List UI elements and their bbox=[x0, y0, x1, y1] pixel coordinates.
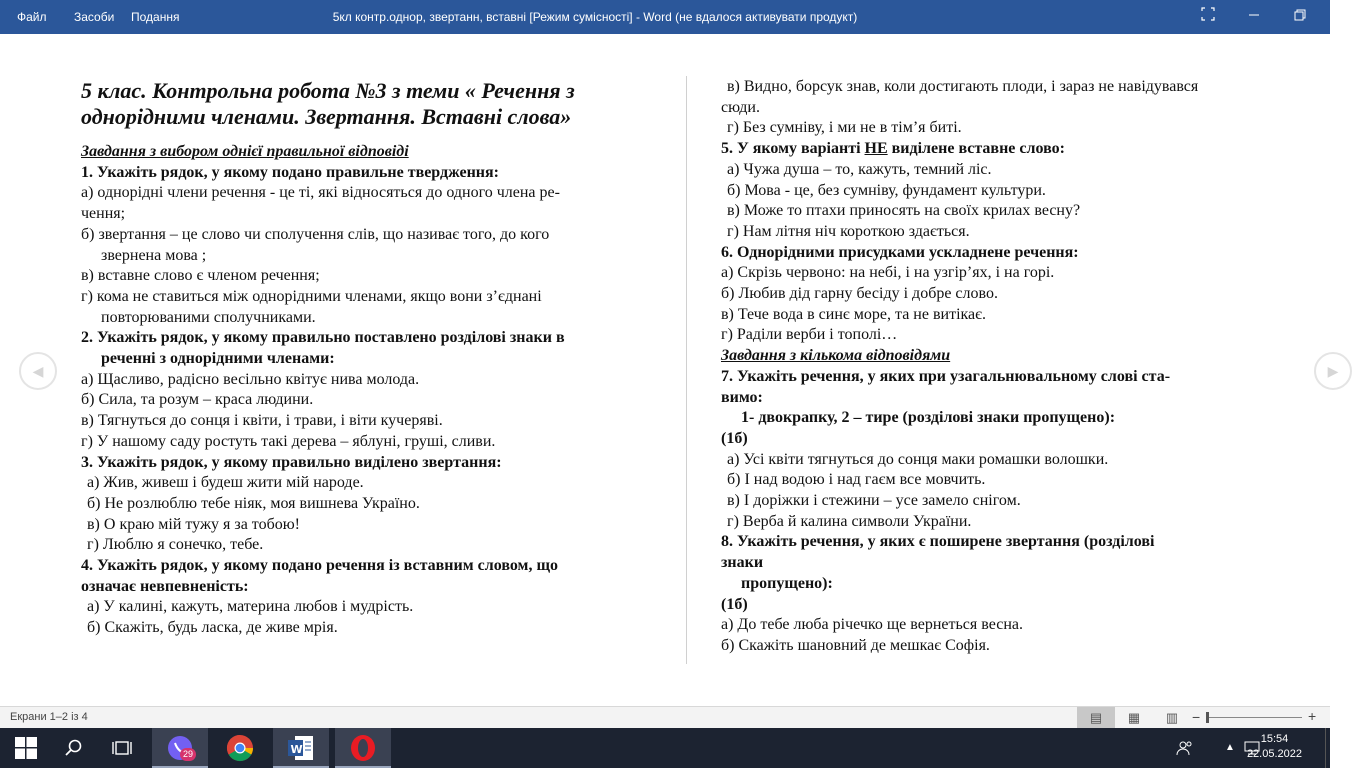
left-column bbox=[81, 78, 656, 639]
question-line: 4. Укажіть рядок, у якому подано речення із вставним словом, що bbox=[81, 557, 558, 575]
answer-line: б) Сила, та розум – краса людини. bbox=[81, 391, 314, 409]
question-line: 1. Укажіть рядок, у якому подано правильне твердження: bbox=[81, 163, 499, 181]
focus-mode-icon[interactable] bbox=[1196, 6, 1220, 26]
answer-line: б) звертання – це слово чи сполучення слів, що називає того, до кого bbox=[81, 225, 550, 243]
answer-line: сюди. bbox=[721, 98, 760, 116]
answer-line: в) Видно, борсук знав, коли достигають плоди, і зараз не навідувався bbox=[727, 78, 1199, 95]
zoom-slider-thumb[interactable] bbox=[1206, 712, 1209, 723]
question-line: 2. Укажіть рядок, у якому правильно поставлено розділові знаки в bbox=[81, 329, 565, 347]
answer-line: г) Люблю я сонечко, тебе. bbox=[87, 536, 264, 554]
print-layout-icon[interactable]: ▦ bbox=[1127, 710, 1141, 725]
question-line: знаки bbox=[721, 554, 764, 572]
answer-line: чення; bbox=[81, 205, 126, 223]
question-line bbox=[721, 139, 1296, 160]
page-counter: Екрани 1–2 із 4 bbox=[10, 711, 88, 723]
status-bar bbox=[0, 706, 1330, 729]
show-desktop-button[interactable] bbox=[1325, 728, 1330, 768]
people-icon[interactable] bbox=[1170, 728, 1200, 768]
section-heading: Завдання з вибором однієї правильної відповіді bbox=[81, 143, 409, 160]
answer-line: в) О краю мій тужу я за тобою! bbox=[87, 515, 301, 533]
chrome-icon[interactable] bbox=[216, 728, 264, 768]
answer-line: а) До тебе люба річечко ще вернеться весна. bbox=[721, 616, 1023, 634]
viber-unread-badge: 29 bbox=[180, 748, 196, 761]
windows-start-icon[interactable] bbox=[2, 728, 50, 768]
answer-line: г) У нашому саду ростуть такі дерева – яблуні, груші, сливи. bbox=[81, 432, 496, 450]
answer-line: б) І над водою і над гаєм все мовчить. bbox=[727, 471, 986, 489]
question-line: означає невпевненість: bbox=[81, 577, 249, 595]
answer-line: г) Раділи верби і тополі… bbox=[721, 326, 898, 344]
question-line: (1б) bbox=[721, 429, 748, 447]
section-heading: Завдання з кількома відповідями bbox=[721, 347, 951, 365]
word-icon[interactable] bbox=[273, 728, 329, 768]
question-line: пропущено): bbox=[741, 574, 833, 592]
clock-time: 15:54 bbox=[1260, 733, 1289, 745]
zoom-in-icon[interactable]: + bbox=[1308, 708, 1317, 724]
spacer bbox=[81, 130, 656, 142]
answer-line: г) Без сумніву, і ми не в тім’я биті. bbox=[727, 119, 962, 137]
answer-line: а) У калині, кажуть, материна любов і мудрість. bbox=[87, 598, 414, 616]
answer-line: в) І доріжки і стежини – усе замело снігом. bbox=[727, 492, 1021, 510]
question-line: 6. Однорідними присудками ускладнене речення: bbox=[721, 243, 1079, 261]
answer-line: б) Не розлюблю тебе ніяк, моя вишнева Україно. bbox=[87, 494, 420, 512]
taskbar bbox=[0, 728, 1330, 768]
answer-line: г) Нам літня ніч короткою здається. bbox=[727, 222, 970, 240]
next-screen-icon[interactable]: ▶ bbox=[1314, 352, 1352, 390]
question-line: 1- двокрапку, 2 – тире (розділові знаки пропущено): bbox=[741, 409, 1116, 427]
answer-line: а) Усі квіти тягнуться до сонця маки ромашки волошки. bbox=[727, 450, 1109, 468]
answer-line: в) Тягнуться до сонця і квіти, і трави, і віти кучеряві. bbox=[81, 412, 443, 430]
menu-file[interactable]: Файл bbox=[17, 10, 47, 24]
window-title: 5кл контр.однор, звертанн, вставні [Режим сумісності] - Word (не вдалося активувати продукт) bbox=[332, 10, 858, 24]
q5-emphasis: НЕ bbox=[864, 140, 888, 158]
answer-line: в) вставне слово є членом речення; bbox=[81, 267, 320, 285]
answer-line: б) Любив дід гарну бесіду і добре слово. bbox=[721, 285, 998, 303]
answer-line: г) Верба й калина символи України. bbox=[727, 512, 972, 530]
minimize-icon[interactable] bbox=[1242, 6, 1266, 26]
page-divider bbox=[686, 76, 687, 664]
answer-line: а) Чужа душа – то, кажуть, темний ліс. bbox=[727, 160, 992, 178]
menu-tools[interactable]: Засоби bbox=[74, 10, 115, 24]
read-mode-icon[interactable]: ▤ bbox=[1077, 707, 1115, 729]
restore-icon[interactable] bbox=[1288, 6, 1312, 26]
answer-line: б) Скажіть шановний де мешкає Софія. bbox=[721, 636, 990, 654]
answer-line: б) Мова - це, без сумніву, фундамент культури. bbox=[727, 181, 1046, 199]
question-line: (1б) bbox=[721, 595, 748, 613]
opera-icon[interactable] bbox=[335, 728, 391, 768]
zoom-slider[interactable] bbox=[1206, 717, 1302, 718]
previous-screen-icon[interactable]: ◀ bbox=[19, 352, 57, 390]
answer-line: звернена мова ; bbox=[101, 246, 207, 264]
answer-line: г) кома не ставиться між однорідними членами, якщо вони з’єднані bbox=[81, 287, 542, 305]
question-line: 8. Укажіть речення, у яких є поширене звертання (розділові bbox=[721, 533, 1155, 551]
answer-line: повторюваними сполучниками. bbox=[101, 308, 316, 326]
answer-line: в) Тече вода в синє море, та не витікає. bbox=[721, 305, 987, 323]
q5-suffix: виділене вставне слово: bbox=[887, 140, 1065, 158]
document-view[interactable] bbox=[0, 34, 1339, 706]
web-layout-icon[interactable]: ▥ bbox=[1165, 710, 1179, 725]
clock-date: 22.05.2022 bbox=[1246, 748, 1302, 760]
viber-icon[interactable] bbox=[152, 728, 208, 768]
answer-line: а) однорідні члени речення - це ті, які відносяться до одного члена ре- bbox=[81, 184, 560, 202]
show-hidden-icons-icon[interactable]: ▲ bbox=[1225, 742, 1235, 753]
answer-line: в) Може то птахи приносять на своїх крилах весну? bbox=[727, 202, 1081, 220]
document-title: 5 клас. Контрольна робота №3 з теми « Речення з однорідними членами. Звертання. Вставні слова» bbox=[81, 78, 575, 129]
menu-view[interactable]: Подання bbox=[131, 10, 180, 24]
answer-line: б) Скажіть, будь ласка, де живе мрія. bbox=[87, 619, 338, 637]
q5-prefix: 5. У якому варіанті bbox=[721, 140, 865, 158]
zoom-out-icon[interactable]: − bbox=[1192, 709, 1201, 725]
question-line: 3. Укажіть рядок, у якому правильно виділено звертання: bbox=[81, 453, 502, 471]
system-clock[interactable] bbox=[1247, 732, 1302, 762]
right-column bbox=[721, 77, 1296, 657]
answer-line: а) Жив, живеш і будеш жити мій народе. bbox=[87, 474, 364, 492]
answer-line: а) Щасливо, радісно весільно квітує нива молода. bbox=[81, 370, 420, 388]
svg-text:W: W bbox=[290, 743, 303, 756]
question-line: вимо: bbox=[721, 388, 763, 406]
task-view-icon[interactable] bbox=[98, 728, 146, 768]
title-bar bbox=[0, 0, 1330, 34]
question-line: 7. Укажіть речення, у яких при узагальнювальному слові ста- bbox=[721, 367, 1171, 385]
search-icon[interactable] bbox=[50, 728, 98, 768]
question-line: реченні з однорідними членами: bbox=[101, 350, 335, 368]
answer-line: а) Скрізь червоно: на небі, і на узгір’ях, і на горі. bbox=[721, 264, 1055, 282]
